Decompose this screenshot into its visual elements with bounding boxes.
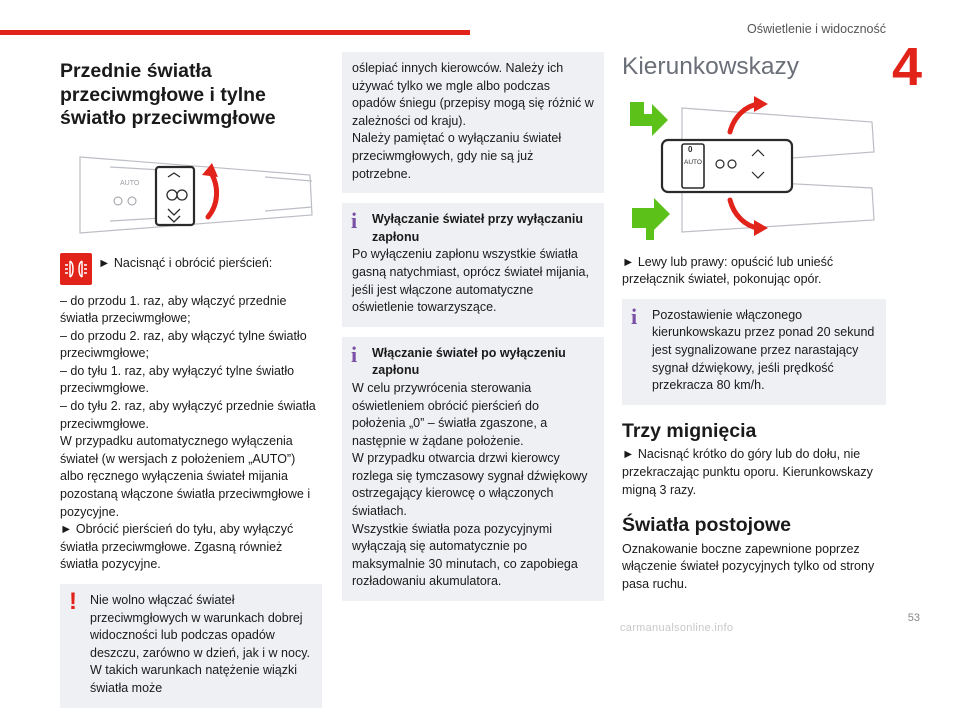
info-text: Wszystkie światła poza pozycyjnymi wyłączają się automatycznie po maksymalnie 30 minutach, co zapobiega rozładowaniu akumulatora. xyxy=(352,521,578,589)
running-head: Oświetlenie i widoczność xyxy=(747,22,886,36)
info-box-ignition-off xyxy=(342,203,604,327)
list-item: – do tyłu 2. raz, aby wyłączyć przednie światła przeciwmgłowe. xyxy=(60,399,316,431)
info-icon: i xyxy=(631,303,638,329)
lower-arrow-icon xyxy=(730,200,758,228)
step-text: ► Nacisnąć i obrócić pierścień: xyxy=(98,255,273,270)
info-text: Po wyłączeniu zapłonu wszystkie światła gasną natychmiast, oprócz świateł mijania, jeśli jest włączone automatyczne oświetlenie towarzyszące. xyxy=(352,247,589,315)
rotate-arrow-icon xyxy=(208,171,217,217)
warning-box-continued xyxy=(342,52,604,193)
fog-light-icon xyxy=(60,253,92,285)
info-box-lights-after-ignition xyxy=(342,337,604,601)
warning-text-continued-2: Należy pamiętać o wyłączaniu świateł przeciwmgłowych, gdy nie są już potrzebne. xyxy=(352,131,562,181)
fog-switch-drawing xyxy=(60,147,322,243)
subsection-title-parking-lights: Światła postojowe xyxy=(622,514,792,537)
warning-icon: ! xyxy=(69,588,77,615)
section-title-indicators: Kierunkowskazy xyxy=(622,53,800,80)
column-fog-lights xyxy=(60,52,322,718)
arrow-up-right-icon xyxy=(630,102,668,136)
arrow-down-left-icon xyxy=(632,198,670,240)
parking-lights-text: Oznakowanie boczne zapewnione poprzez włączenie świateł pozycyjnych tylko od strony pasa ruchu. xyxy=(622,541,875,591)
lift-arrow-icon xyxy=(730,104,758,132)
top-accent-bar xyxy=(0,30,470,35)
list-item: – do przodu 2. raz, aby włączyć tylne światło przeciwmgłowe; xyxy=(60,328,307,361)
three-flashes-text: ► Nacisnąć krótko do góry lub do dołu, nie przekraczając punktu oporu. Kierunkowskazy migną 3 razy. xyxy=(622,447,873,497)
auto-label: AUTO xyxy=(684,158,702,166)
info-title: Wyłączanie świateł przy wyłączaniu zapłonu xyxy=(372,212,583,244)
indicator-stalk-illustration xyxy=(622,92,886,242)
info-title: Włączanie świateł po wyłączeniu zapłonu xyxy=(372,345,566,378)
column-lights-info xyxy=(342,52,604,611)
watermark: carmanualsonline.info xyxy=(620,622,734,634)
info-text: W celu przywrócenia sterowania oświetleniem obrócić pierścień do położenia „0” – światła zgaszone, a następnie w żądane położenie. xyxy=(352,380,548,448)
zero-label: 0 xyxy=(688,144,693,154)
section-title-fog-lights: Przednie światła przeciwmgłowe i tylne światło przeciwmgłowe xyxy=(60,60,276,129)
warning-text: Nie wolno włączać świateł przeciwmgłowych w warunkach dobrej widoczności lub podczas opadów deszczu, zarówno w dzień, jak i w nocy. W takich warunkach natężenie wiązki światła może xyxy=(90,593,311,695)
info-text: W przypadku otwarcia drzwi kierowcy rozlega się tymczasowy sygnał dźwiękowy ostrzegający kierowcę o włączonych światłach. xyxy=(352,451,588,519)
info-box-indicator-warning xyxy=(622,299,886,405)
page-number: 53 xyxy=(907,612,920,624)
warning-box xyxy=(60,584,322,708)
step-press-rotate xyxy=(60,253,322,285)
info-icon: i xyxy=(351,208,358,234)
indicator-step: ► Lewy lub prawy: opuścić lub unieść przełącznik świateł, pokonując opór. xyxy=(622,254,834,287)
auto-off-paragraph: W przypadku automatycznego wyłączenia świateł (w wersjach z położeniem „AUTO”) albo ręcznego wyłączenia świateł mijania pozostaną włączone światła przeciwmgłowe i pozycyjne. xyxy=(60,434,311,519)
list-item: – do przodu 1. raz, aby włączyć przednie światła przeciwmgłowe; xyxy=(60,293,287,326)
column-indicators xyxy=(622,52,886,594)
fog-ring xyxy=(156,167,194,225)
fog-steps-list xyxy=(60,293,322,434)
chapter-number: 4 xyxy=(891,37,922,97)
info-icon: i xyxy=(351,341,358,367)
fog-switch-illustration xyxy=(60,147,322,243)
indicator-stalk-drawing xyxy=(622,92,886,242)
info-text: Pozostawienie włączonego kierunkowskazu przez ponad 20 sekund jest sygnalizowane przez narastający sygnał dźwiękowy, jeśli prędkość przekracza 80 km/h. xyxy=(652,307,875,393)
subsection-title-three-flashes: Trzy mignięcia xyxy=(622,419,757,442)
warning-text-continued: oślepiać innych kierowców. Należy ich używać tylko we mgle albo podczas opadów śniegu (przepisy mogą się różnić w zależności od kraju). xyxy=(352,61,594,128)
rotate-back-paragraph: ► Obrócić pierścień do tyłu, aby wyłączyć światła przeciwmgłowe. Zgasną również światła pozycyjne. xyxy=(60,522,294,572)
auto-label: AUTO xyxy=(120,179,140,187)
list-item: – do tyłu 1. raz, aby wyłączyć tylne światło przeciwmgłowe. xyxy=(60,363,295,396)
